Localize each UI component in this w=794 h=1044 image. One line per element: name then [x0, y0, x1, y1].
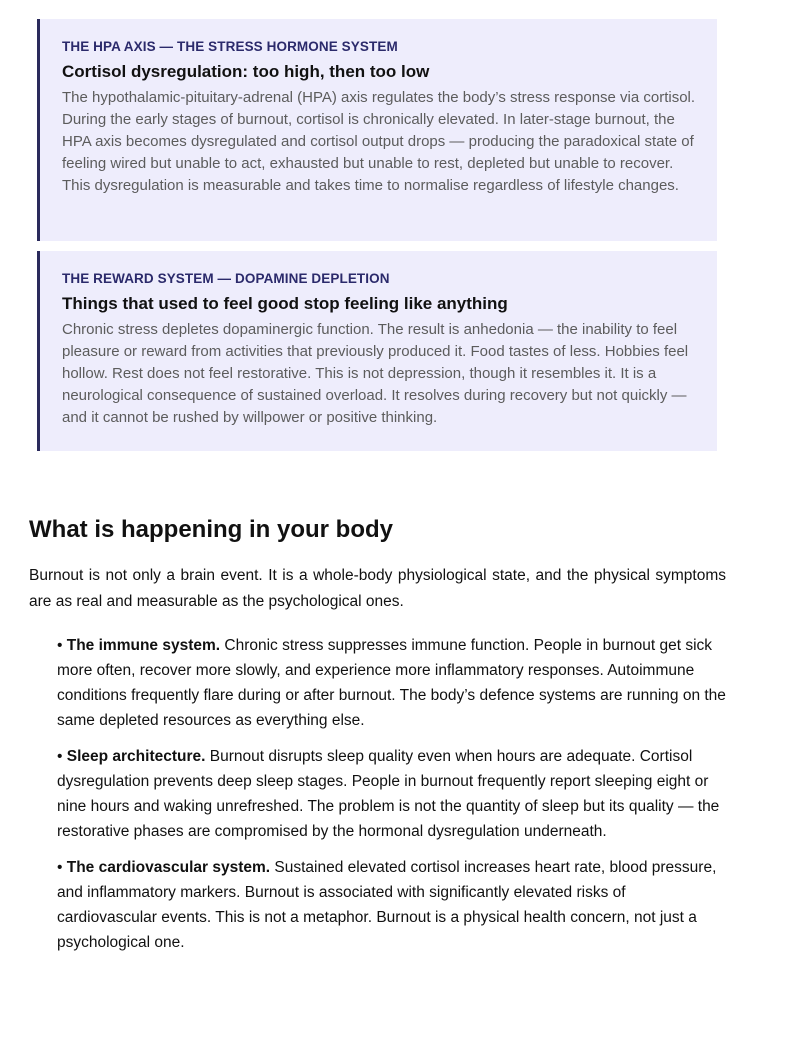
section-intro: Burnout is not only a brain event. It is a whole-body physiological state, and the physical symptoms are as real and measurable as the psychological ones. [29, 567, 726, 610]
callout-title: Cortisol dysregulation: too high, then too low [62, 62, 430, 81]
callout-reward-system [37, 251, 717, 451]
bullet-label: The immune system. [66, 637, 221, 654]
bullet-marker: • [57, 859, 63, 876]
list-item-cardiovascular-system [57, 855, 729, 955]
bullet-text: Burnout disrupts sleep quality even when hours are adequate. Cortisol dysregulation prevents deep sleep stages. People in burnout frequently report sleeping eight or nine hours and waking unrefreshed. The problem is not the quantity of sleep but its quality — the restorative phases are compromised by the hormonal dysregulation underneath. [57, 748, 720, 840]
callout-body: The hypothalamic-pituitary-adrenal (HPA) axis regulates the body’s stress response via cortisol. During the early stages of burnout, cortisol is chronically elevated. In later-stage burnout, the HPA axis becomes dysregulated and cortisol output drops — producing the paradoxical state of feeling wired but unable to act, exhausted but unable to rest, depleted but unable to recover. This dysregulation is measurable and takes time to normalise regardless of lifestyle changes. [62, 89, 696, 194]
callout-title: Things that used to feel good stop feeling like anything [62, 294, 508, 313]
bullet-marker: • [57, 637, 63, 654]
bullet-marker: • [57, 748, 63, 765]
bullet-text: Chronic stress suppresses immune function. People in burnout get sick more often, recover more slowly, and experience more inflammatory responses. Autoimmune conditions frequently flare during or after burnout. The body’s defence systems are running on the same depleted resources as everything else. [57, 637, 726, 729]
callout-hpa-axis [37, 19, 717, 241]
bullet-label: Sleep architecture. [66, 748, 206, 765]
list-item-sleep-architecture [57, 744, 729, 844]
callout-body: Chronic stress depletes dopaminergic function. The result is anhedonia — the inability to feel pleasure or reward from activities that previously produced it. Food tastes of less. Hobbies feel hollow. Rest does not feel restorative. This is not depression, though it resembles it. It is a neurological consequence of sustained overload. It resolves during recovery but not quickly — and it cannot be rushed by willpower or positive thinking. [62, 321, 689, 426]
bullet-text: Sustained elevated cortisol increases heart rate, blood pressure, and inflammatory markers. Burnout is associated with significantly elevated risks of cardiovascular events. This is not a metaphor. Burnout is a physical health concern, not just a psychological one. [57, 859, 717, 951]
body-systems-list [57, 633, 729, 966]
callout-eyebrow: THE REWARD SYSTEM — DOPAMINE DEPLETION [62, 271, 390, 286]
list-item-immune-system [57, 633, 729, 733]
section-heading: What is happening in your body [29, 516, 393, 543]
callout-eyebrow: THE HPA AXIS — THE STRESS HORMONE SYSTEM [62, 39, 398, 54]
bullet-label: The cardiovascular system. [66, 859, 271, 876]
